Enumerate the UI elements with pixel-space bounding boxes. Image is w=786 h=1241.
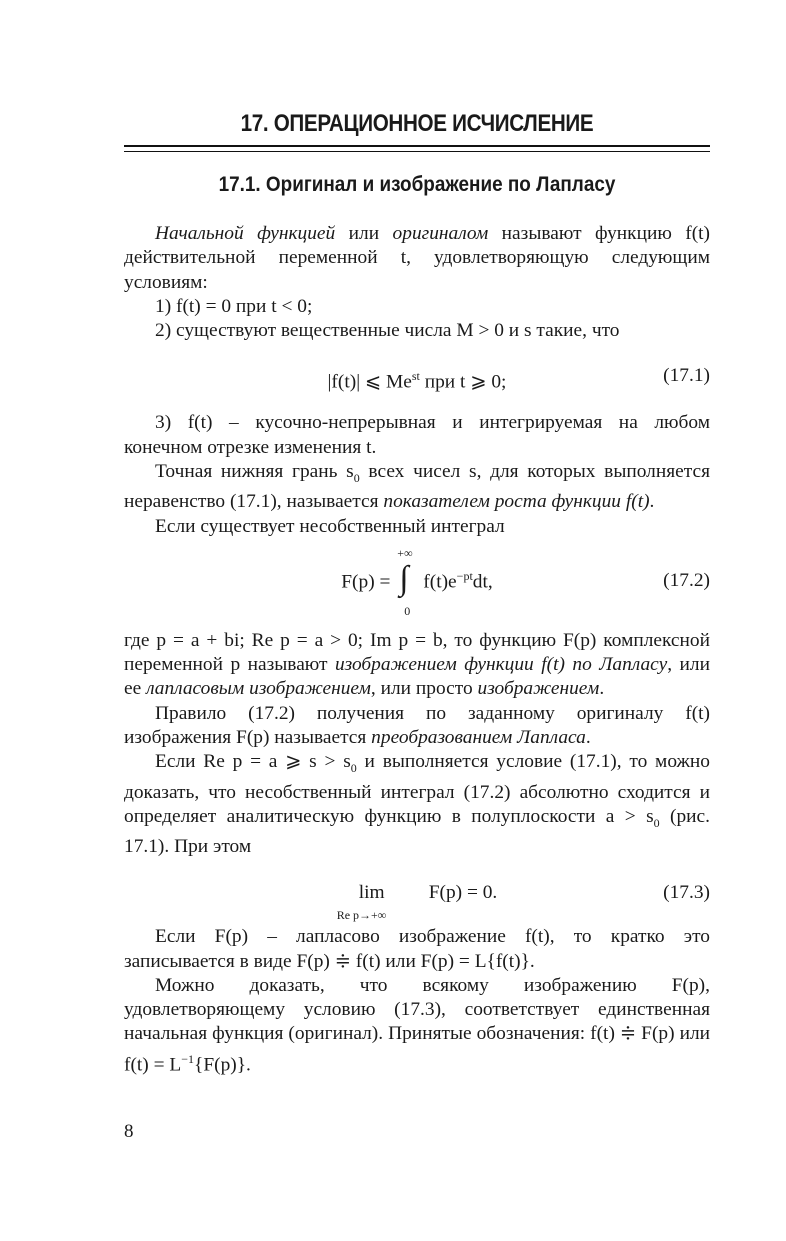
equation-17-1 — [124, 352, 710, 400]
condition-2: 2) существуют вещественные числа M > 0 и s такие, что — [155, 320, 620, 342]
term-image: изображением — [477, 678, 600, 700]
paragraph-laplace-transform: Правило (17.2) получения по заданному оригиналу f(t) изображения F(p) называется преобразованием Лапласа. — [124, 702, 710, 749]
page-number: 8 — [124, 1121, 134, 1142]
body-text — [124, 222, 710, 1078]
term-laplace-image-alt: лапласовым изображением — [146, 678, 371, 700]
paragraph-notation: Если F(p) – лапласово изображение f(t), то кратко это записывается в виде F(p) ≑ f(t) или F(p) = L{f(t)}. — [124, 926, 710, 972]
equation-17-3 — [124, 869, 710, 923]
limit-operator: lim Re p→+∞ — [336, 882, 387, 923]
chapter-rule-thick — [124, 145, 710, 147]
condition-3: 3) f(t) – кусочно-непрерывная и интегрируемая на любом конечном отрезке изменения t. — [124, 412, 710, 458]
paragraph-laplace-image: где p = a + bi; Re p = a > 0; Im p = b, то функцию F(p) комплексной переменной p называют изображением функции f(t) по Лапласу, или ее лапласовым изображением, или просто изображением. — [124, 629, 710, 700]
paragraph-uniqueness: Можно доказать, что всякому изображению F(p), удовлетворяющему условию (17.3), соответствует единственная начальная функция (оригинал). Принятые обозначения: f(t) ≑ F(p) или $f(t) = L^{-1}\{F(p)\}$. — [124, 974, 710, 1076]
integral-sign: +∞ ∫ 0 — [397, 545, 413, 618]
term-laplace-transform: преобразованием Лапласа — [371, 727, 586, 749]
paragraph-growth-exponent: Точная нижняя грань $s_0$ всех чисел s, для которых выполняется неравенство (17.1), называется показателем роста функции f(t). — [124, 461, 710, 513]
equation-number: (17.3) — [663, 882, 710, 904]
paragraph-convergence: Если Re p = a ⩾ $s > s_0$ и выполняется условие (17.1), то можно доказать, что несобственный интеграл (17.2) абсолютно сходится и определяет аналитическую функцию в полуплоскости $a > s_0$ (рис. 17.1). При этом — [124, 751, 711, 857]
equation-number: (17.2) — [663, 569, 710, 591]
chapter-rule-thin — [124, 151, 710, 152]
chapter-title: 17. ОПЕРАЦИОННОЕ ИСЧИСЛЕНИЕ — [240, 110, 594, 137]
paragraph-original-definition: Начальной функцией или оригиналом называют функцию f(t) действительной переменной t, удовлетворяющую следующим условиям: — [124, 223, 710, 293]
term-laplace-image: изображением функции f(t) по Лапласу — [334, 654, 668, 676]
equation-17-3-expression: lim Re p→+∞ F(p) = 0. — [336, 882, 498, 923]
term-original: оригиналом — [392, 223, 489, 244]
paragraph-improper-integral: Если существует несобственный интеграл — [155, 515, 505, 537]
equation-17-1-expression: |f(t)| ⩽ $Me^{st}$ при t ⩾ 0; — [327, 369, 507, 393]
section-title: 17.1. Оригинал и изображение по Лапласу — [218, 172, 616, 196]
term-growth-exponent: показателем роста функции f(t) — [383, 491, 650, 513]
equation-17-2 — [124, 545, 710, 625]
term-initial-function: Начальной функцией — [155, 223, 336, 244]
condition-1: 1) f(t) = 0 при t < 0; — [155, 295, 313, 317]
equation-17-2-expression: F(p) = +∞ ∫ 0 $f(t)e^{-pt}dt$, — [341, 545, 493, 618]
equation-number: (17.1) — [663, 365, 710, 387]
